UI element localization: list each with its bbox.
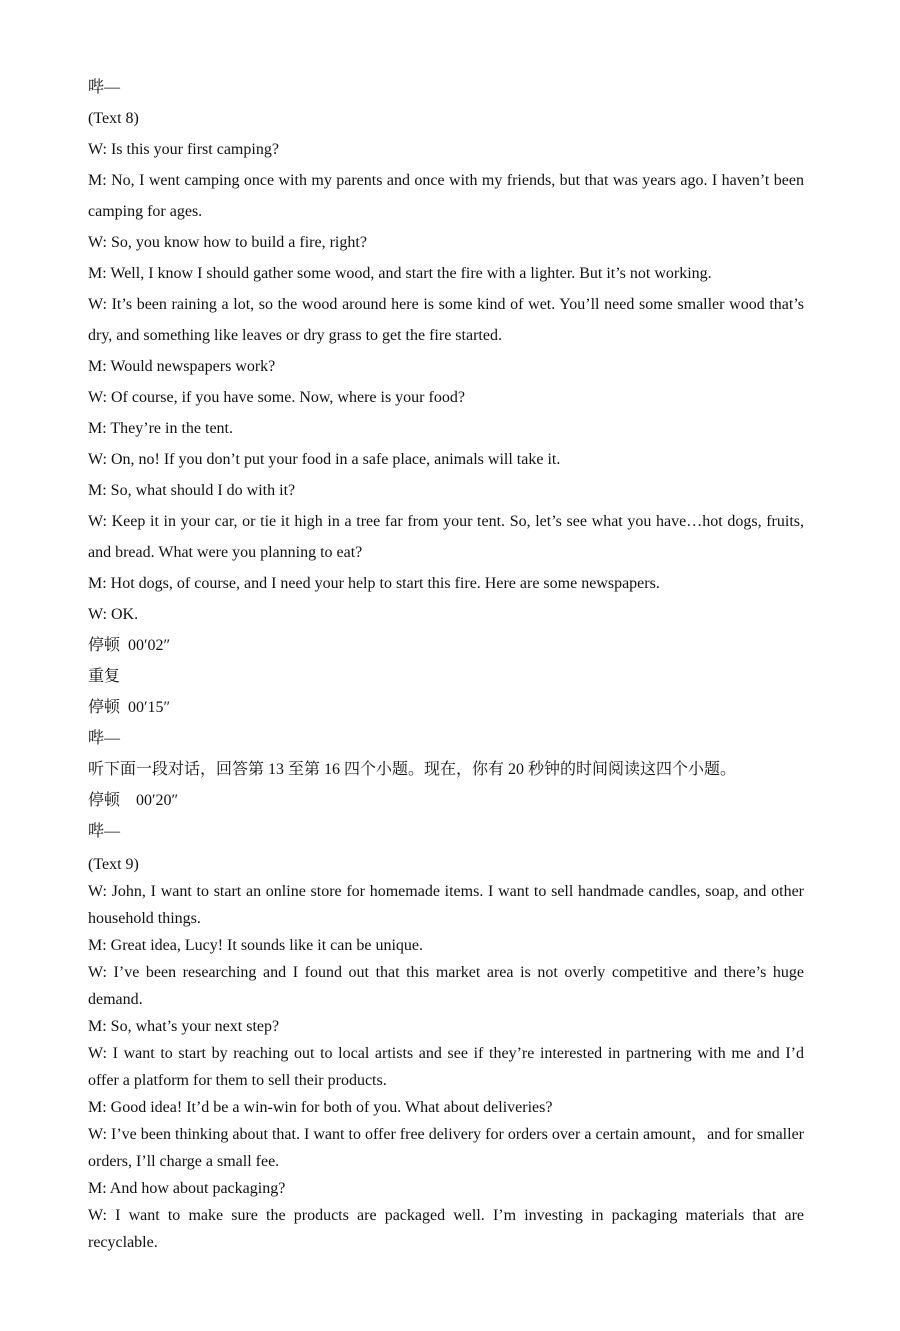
transcript-text-9 <box>88 851 809 1256</box>
transcript-line: M: So, what’s your next step? <box>88 1018 280 1035</box>
transcript-line: W: I’ve been researching and I found out that this market area is not overly competitive and there’s huge demand. <box>88 964 808 1008</box>
document-page <box>88 72 809 1256</box>
transcript-line: W: Keep it in your car, or tie it high in a tree far from your tent. So, let’s see what you have…hot dogs, fruits, and bread. What were you planning to eat? <box>88 513 808 561</box>
transcript-line: 停顿 00′02″ <box>88 637 171 654</box>
transcript-line: W: John, I want to start an online store for homemade items. I want to sell handmade candles, soap, and other household things. <box>88 883 808 927</box>
transcript-line: M: Good idea! It’d be a win-win for both of you. What about deliveries? <box>88 1099 553 1116</box>
transcript-line: M: They’re in the tent. <box>88 420 233 437</box>
transcript-line: M: Hot dogs, of course, and I need your help to start this fire. Here are some newspapers. <box>88 575 660 592</box>
transcript-line: M: Great idea, Lucy! It sounds like it can be unique. <box>88 937 424 954</box>
transcript-line: W: Is this your first camping? <box>88 141 279 158</box>
transcript-line: W: OK. <box>88 606 139 623</box>
transcript-line: (Text 8) <box>88 110 139 127</box>
transcript-line: 哔— <box>88 823 121 840</box>
transcript-line: (Text 9) <box>88 856 139 873</box>
transcript-line: W: I’ve been thinking about that. I want to offer free delivery for orders over a certain amount，and for smaller orders, I’ll charge a small fee. <box>88 1126 809 1170</box>
transcript-line: M: Well, I know I should gather some wood, and start the fire with a lighter. But it’s not working. <box>88 265 712 282</box>
transcript-text-8 <box>88 72 808 847</box>
transcript-line: 停顿 00′20″ <box>88 792 179 809</box>
transcript-line: M: Would newspapers work? <box>88 358 276 375</box>
transcript-line: W: So, you know how to build a fire, right? <box>88 234 367 251</box>
transcript-line: 哔— <box>88 79 121 96</box>
transcript-line: 听下面一段对话，回答第 13 至第 16 四个小题。现在，你有 20 秒钟的时间阅读这四个小题。 <box>88 761 737 778</box>
transcript-line: 哔— <box>88 730 121 747</box>
transcript-line: 停顿 00′15″ <box>88 699 171 716</box>
transcript-line: W: I want to start by reaching out to local artists and see if they’re interested in partnering with me and I’d offer a platform for them to sell their products. <box>88 1045 808 1089</box>
transcript-line: W: Of course, if you have some. Now, where is your food? <box>88 389 465 406</box>
transcript-line: W: On, no! If you don’t put your food in a safe place, animals will take it. <box>88 451 561 468</box>
transcript-line: 重复 <box>88 668 121 685</box>
transcript-line: M: No, I went camping once with my parents and once with my friends, but that was years ago. I haven’t been camping for ages. <box>88 172 808 220</box>
transcript-line: W: It’s been raining a lot, so the wood around here is some kind of wet. You’ll need some smaller wood that’s dry, and something like leaves or dry grass to get the fire started. <box>88 296 808 344</box>
transcript-line: M: So, what should I do with it? <box>88 482 296 499</box>
transcript-line: W: I want to make sure the products are packaged well. I’m investing in packaging materials that are recyclable. <box>88 1207 808 1251</box>
transcript-line: M: And how about packaging? <box>88 1180 286 1197</box>
